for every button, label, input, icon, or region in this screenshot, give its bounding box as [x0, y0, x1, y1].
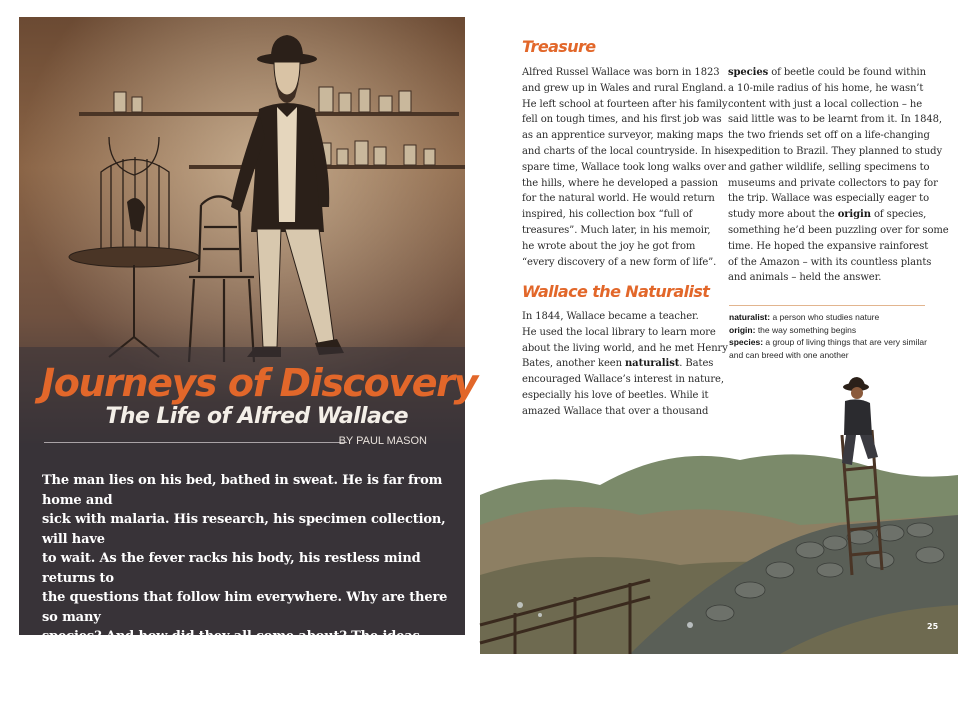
article-title: Journeys of Discovery — [41, 361, 477, 405]
glossary-term-highlight: origin — [837, 209, 871, 221]
intro-line: The man lies on his bed, bathed in sweat. He is far from home and — [42, 473, 443, 508]
line-text: of species, — [870, 209, 927, 221]
body-text-line — [522, 356, 713, 372]
author-byline: BY PAUL MASON — [338, 435, 427, 447]
body-text-line: “every discovery of a new form of life”. — [522, 256, 717, 268]
intro-line: species? And how did they all come about? The ideas tumble for — [42, 629, 420, 664]
body-text-line: the two friends set off on a life-changing — [728, 130, 930, 142]
body-text-line: as an apprentice surveyor, making maps — [522, 130, 724, 142]
glossary-definition: a person who studies nature — [770, 312, 880, 322]
cover-panel — [19, 17, 477, 722]
page-number: 25 — [927, 622, 939, 631]
glossary-term-highlight: species — [728, 67, 769, 78]
body-text-line: and grew up in Wales and rural England. — [522, 82, 727, 94]
body-text-line: He left school at fourteen after his family — [522, 98, 728, 110]
body-text-line: inspired, his collection box “full of — [522, 209, 693, 221]
section-heading-naturalist: Wallace the Naturalist — [522, 282, 710, 301]
body-text-line: and animals – held the answer. — [728, 272, 882, 284]
body-text-line: said little was to be learnt from it. In 1848, — [728, 114, 942, 126]
glossary-entry — [729, 324, 856, 337]
glossary-entry — [729, 336, 927, 349]
byline-divider — [44, 442, 347, 443]
body-text-line: expedition to Brazil. They planned to study — [728, 146, 943, 157]
body-text-line: time. He hoped the expansive rainforest — [728, 240, 929, 252]
glossary-term: naturalist: — [729, 312, 771, 322]
intro-line: the questions that follow him everywhere. Why are there so many — [42, 590, 448, 625]
body-text-line: about the living world, and he met Henry — [522, 342, 728, 354]
body-text-line: encouraged Wallace’s interest in nature, — [522, 374, 724, 386]
line-text: Bates, another keen — [522, 358, 626, 370]
glossary-entry — [729, 349, 849, 362]
body-text-line: fell on tough times, and his first job was — [522, 114, 722, 126]
article-subtitle: The Life of Alfred Wallace — [105, 404, 408, 429]
body-text-line: the hills, where he developed a passion — [522, 177, 718, 189]
line-text: of beetle could be found within — [768, 67, 926, 78]
body-text-line: content with just a local collection – he — [728, 98, 923, 110]
body-text-line: In 1844, Wallace became a teacher. — [522, 311, 699, 322]
body-text-line: He used the local library to learn more — [522, 326, 716, 338]
body-text-line: for the natural world. He would return — [522, 193, 715, 205]
body-text-line: and charts of the local countryside. In his — [522, 146, 729, 157]
section-heading-treasure: Treasure — [522, 37, 596, 56]
body-text-line — [728, 207, 926, 223]
glossary-definition: the way something begins — [755, 324, 857, 335]
hillside-stile-illustration — [480, 375, 958, 654]
intro-line: After his fever breaks, he will begin to write. — [42, 707, 361, 722]
body-text-line: a 10-mile radius of his home, he wasn’t — [728, 82, 924, 94]
glossary-term: species: — [729, 337, 764, 347]
glossary-divider — [729, 305, 925, 306]
body-text-line: Alfred Russel Wallace was born in 1823 — [522, 67, 720, 78]
intro-line: sick with malaria. His research, his specimen collection, will have — [42, 512, 446, 547]
line-text: . Bates — [679, 358, 714, 370]
glossary-definition: a group of living things that are very similar — [763, 337, 927, 347]
glossary-term-highlight: naturalist — [625, 358, 680, 370]
body-text-line: he wrote about the joy he got from — [522, 240, 696, 252]
body-text-line: the trip. Wallace was especially eager to — [728, 193, 930, 205]
body-text-line — [728, 65, 926, 81]
body-text-line: especially his love of beetles. While it — [522, 390, 709, 401]
body-text-line: and gather wildlife, selling specimens to — [728, 161, 930, 173]
glossary-term: origin: — [729, 324, 756, 335]
intro-line: hours. Finally, in a flash, it comes to him: a way to explain it all! — [42, 668, 401, 703]
body-text-line: of the Amazon – with its countless plants — [728, 256, 932, 268]
body-text-line: amazed Wallace that over a thousand — [522, 405, 709, 417]
intro-paragraph — [42, 471, 452, 725]
glossary-entry — [729, 311, 879, 324]
body-text-line: museums and private collectors to pay for — [728, 177, 938, 189]
body-text-line: spare time, Wallace took long walks over — [522, 161, 726, 173]
body-text-line: treasures”. Much later, in his memoir, — [522, 225, 711, 236]
intro-line: to wait. As the fever racks his body, his restless mind returns to — [42, 551, 421, 586]
body-text-line: something he’d been puzzling over for some — [728, 225, 949, 236]
glossary-definition: and can breed with one another — [729, 349, 849, 360]
line-text: study more about the — [728, 209, 838, 221]
